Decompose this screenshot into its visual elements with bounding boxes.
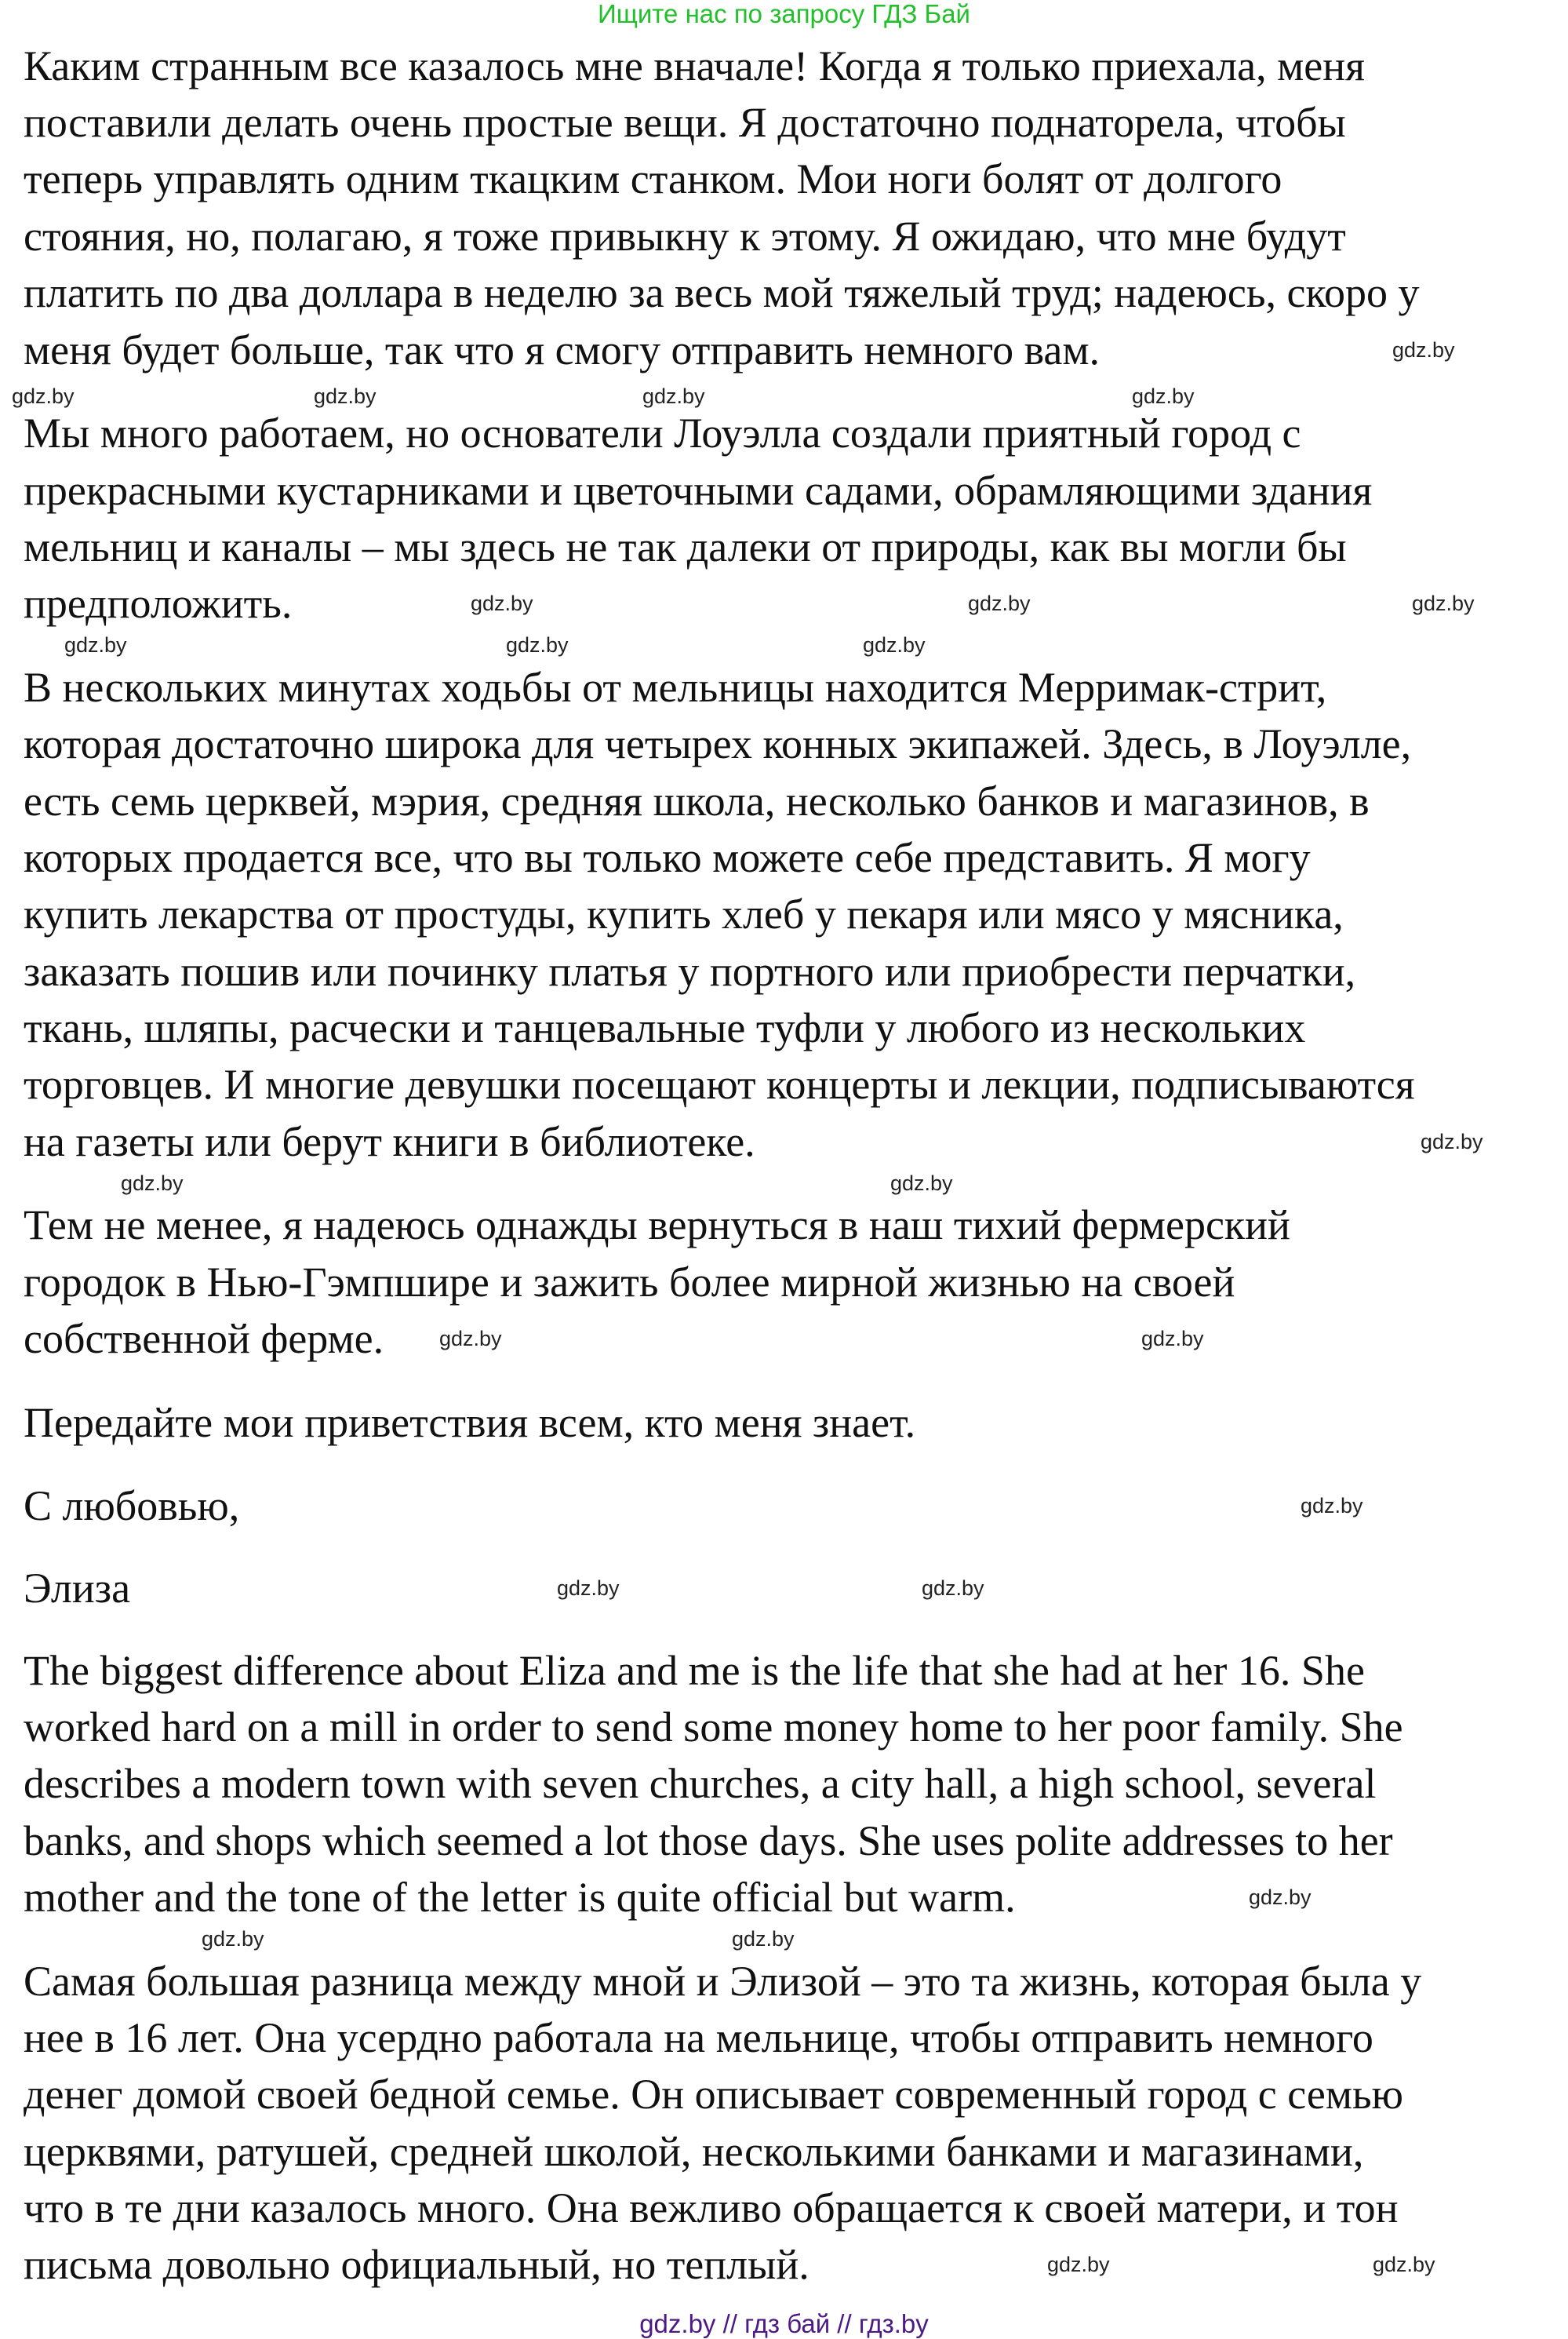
paragraph-2-line: на газеты или берут книги в библиотеке. [24,1118,755,1165]
watermark-text: gdz.by [1373,2253,1435,2276]
paragraph-4-line: Передайте мои приветствия всем, кто меня знает. [24,1399,916,1446]
watermark-text: gdz.by [202,1927,264,1951]
paragraph-7-line: The biggest difference about Eliza and me is the life that she had at her 16. She [24,1647,1365,1694]
paragraph-1-line: мельниц и каналы – мы здесь не так далеки от природы, как вы могли бы [24,523,1347,570]
paragraph-8-line: нее в 16 лет. Она усердно работала на мельнице, чтобы отправить немного [24,2014,1373,2061]
watermark-text: gdz.by [471,592,533,615]
watermark-text: gdz.by [890,1171,953,1195]
watermark-text: gdz.by [121,1171,184,1195]
watermark-text: gdz.by [557,1576,620,1600]
paragraph-2-line: купить лекарства от простуды, купить хлеб у пекаря или мясо у мясника, [24,891,1344,938]
watermark-text: gdz.by [1249,1885,1312,1909]
paragraph-2-line: которая достаточно широка для четырех конных экипажей. Здесь, в Лоуэлле, [24,720,1412,767]
paragraph-0-line: меня будет больше, так что я смогу отправить немного вам. [24,326,1100,373]
paragraph-8-line: денег домой своей бедной семье. Он описывает современный город с семью [24,2071,1403,2118]
paragraph-7-line: worked hard on a mill in order to send some money home to her poor family. She [24,1703,1403,1751]
paragraph-0-line: стояния, но, полагаю, я тоже привыкну к этому. Я ожидаю, что мне будут [24,213,1346,260]
watermark-text: gdz.by [1392,338,1455,362]
paragraph-2-line: которых продается все, что вы только можете себе представить. Я могу [24,834,1311,881]
site-footer: gdz.by // гдз бай // гдз.by [639,2309,929,2338]
watermark-text: gdz.by [1301,1494,1363,1517]
watermark-text: gdz.by [1141,1327,1204,1350]
paragraph-3-line: собственной ферме. [24,1315,384,1362]
paragraph-0-line: теперь управлять одним ткацким станком. Мои ноги болят от долгого [24,155,1282,202]
watermark-text: gdz.by [314,384,377,408]
paragraph-3-line: Тем не менее, я надеюсь однажды вернуться в наш тихий фермерский [24,1201,1290,1248]
paragraph-1-line: прекрасными кустарниками и цветочными садами, обрамляющими здания [24,467,1373,514]
watermark-text: gdz.by [1412,592,1475,615]
watermark-text: gdz.by [506,633,569,657]
paragraph-2-line: заказать пошив или починку платья у портного или приобрести перчатки, [24,948,1356,995]
watermark-text: gdz.by [439,1327,502,1350]
watermark-text: gdz.by [732,1927,795,1951]
paragraph-7-line: mother and the tone of the letter is quite official but warm. [24,1874,1016,1921]
paragraph-0-line: платить по два доллара в неделю за весь мой тяжелый труд; надеюсь, скоро у [24,269,1420,316]
watermark-text: gdz.by [863,633,926,657]
paragraph-8-line: письма довольно официальный, но теплый. [24,2241,809,2288]
paragraph-3-line: городок в Нью-Гэмпшире и зажить более мирной жизнью на своей [24,1259,1235,1306]
paragraph-8-line: Самая большая разница между мной и Элизой – это та жизнь, которая была у [24,1958,1422,2005]
paragraph-1-line: Мы много работаем, но основатели Лоуэлла создали приятный город с [24,410,1301,457]
paragraph-2-line: В нескольких минутах ходьбы от мельницы находится Мерримак-стрит, [24,664,1327,711]
paragraph-0-line: Каким странным все казалось мне вначале! Когда я только приехала, меня [24,42,1365,89]
watermark-text: gdz.by [642,384,705,408]
watermark-text: gdz.by [922,1576,984,1600]
paragraph-2-line: торговцев. И многие девушки посещают концерты и лекции, подписываются [24,1061,1415,1108]
watermark-text: gdz.by [1047,2253,1110,2276]
paragraph-7-line: banks, and shops which seemed a lot those days. She uses polite addresses to her [24,1817,1393,1864]
watermark-text: gdz.by [64,633,127,657]
search-hint-header: Ищите нас по запросу ГДЗ Бай [598,0,970,28]
paragraph-8-line: церквями, ратушей, средней школой, несколькими банками и магазинами, [24,2128,1364,2175]
paragraph-2-line: ткань, шляпы, расчески и танцевальные туфли у любого из нескольких [24,1004,1306,1051]
paragraph-8-line: что в те дни казалось много. Она вежливо обращается к своей матери, и тон [24,2184,1399,2232]
paragraph-1-line: предположить. [24,580,293,627]
watermark-text: gdz.by [968,592,1031,615]
paragraph-7-line: describes a modern town with seven churches, a city hall, a high school, several [24,1760,1377,1807]
watermark-text: gdz.by [1132,384,1195,408]
watermark-text: gdz.by [1421,1130,1483,1153]
paragraph-0-line: поставили делать очень простые вещи. Я достаточно поднаторела, чтобы [24,99,1346,146]
paragraph-6-line: Элиза [24,1565,131,1612]
watermark-text: gdz.by [12,384,75,408]
paragraph-2-line: есть семь церквей, мэрия, средняя школа, несколько банков и магазинов, в [24,778,1370,825]
paragraph-5-line: С любовью, [24,1482,240,1529]
